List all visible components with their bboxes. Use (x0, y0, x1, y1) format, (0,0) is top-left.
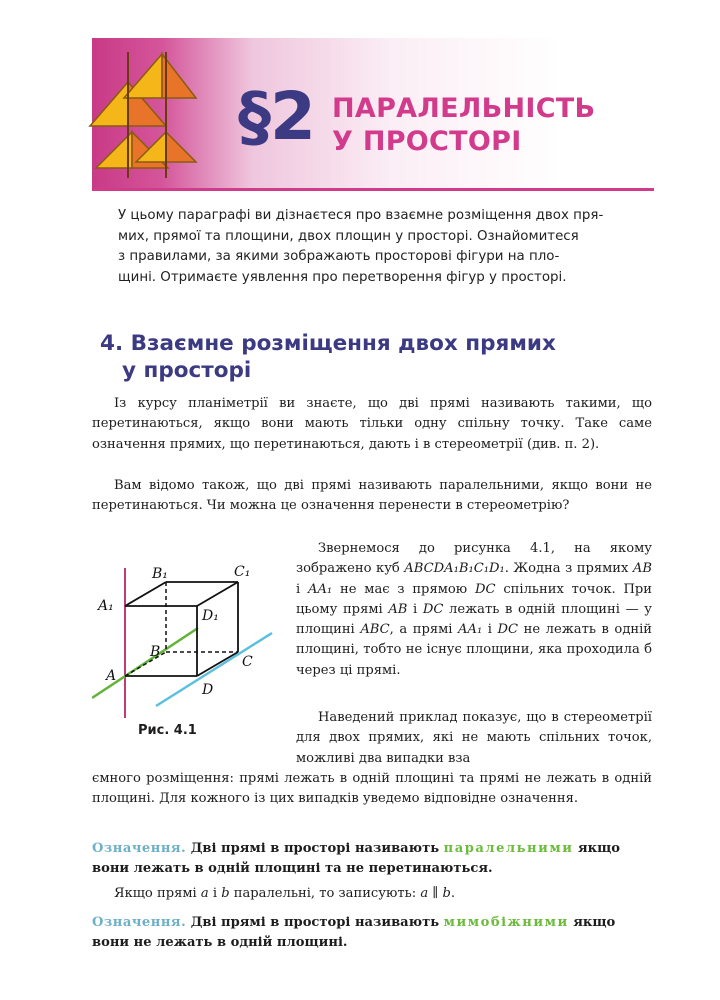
section-title-line1: ПАРАЛЕЛЬНІСТЬ (332, 93, 596, 124)
notation-line (92, 884, 652, 904)
subsection-heading (100, 330, 556, 384)
definition-text: Дві прямі в просторі називають (186, 915, 444, 930)
chapter-logo-icon (84, 44, 214, 184)
intro-line: щині. Отримаєте уявлення про перетворення фігур у просторі. (118, 269, 567, 285)
label-D: D (202, 682, 214, 698)
subsection-heading-line2: у просторі (122, 358, 252, 383)
label-D1: D₁ (202, 608, 219, 624)
paragraph-4-text: Наведений приклад показує, що в стереометрії для двох прямих, які не мають спільних точок, можливі два випадки вза (296, 710, 652, 766)
label-A: A (106, 668, 117, 684)
paragraph-4-continued (92, 769, 652, 810)
intro-line: У цьому параграфі ви дізнаєтеся про взаємне розміщення двох пря- (118, 208, 604, 223)
paragraph-2 (92, 476, 652, 517)
intro-line: з правилами, за якими зображають просторові фігури на пло- (118, 249, 560, 264)
paragraph-2-text: Вам відомо також, що дві прямі називають паралельними, якщо вони не перетинаються. Чи можна це означення перенести в стереометрію? (92, 478, 652, 514)
section-title (332, 92, 595, 158)
paragraph-4-continued-text: ємного розміщення: прямі лежать в одній площині та прямі не лежать в одній площині. Для кожного із цих випадків уведемо відповідне означення. (92, 771, 652, 807)
label-A1: A₁ (98, 598, 114, 614)
label-C1: C₁ (234, 564, 251, 580)
paragraph-3-text: Звернемося до рисунка 4.1, на якому зображено куб ABCDA₁B₁C₁D₁. Жодна з прямих AB і AA₁ не має з прямою DC спільних точок. При цьому прямі AB і DC лежать в одній площині — у площині ABC, а прямі AA₁ і DC не лежать в одній площині, тобто не існує площини, яка проходила б через ці прямі. (296, 541, 653, 678)
definition-skew (92, 913, 652, 954)
definition-label: Означення. (92, 841, 187, 856)
definition-parallel (92, 839, 652, 880)
label-B: B (150, 644, 161, 660)
paragraph-4 (296, 708, 652, 769)
definition-text: якщо вони лежать в одній площині та не перетинаються. (92, 841, 621, 877)
intro-text (118, 206, 614, 288)
notation-text: Якщо прямі a і b паралельні, то записують: a ∥ b. (114, 886, 456, 901)
paragraph-1-text: Із курсу планіметрії ви знаєте, що дві прямі називають такими, що перетинаються, якщо вони мають тільки одну спільну точку. Таке саме означення прямих, що перетинаються, дають і в стереометрії (див. п. 2). (92, 396, 652, 452)
section-title-line2: У ПРОСТОРІ (332, 126, 522, 157)
paragraph-1 (92, 394, 652, 455)
cube-figure (92, 560, 292, 720)
paragraph-3 (296, 539, 652, 681)
term-skew: мимобіжними (443, 915, 569, 930)
intro-line: мих, прямої та площини, двох площин у просторі. Ознайомитеся (118, 228, 579, 244)
label-B1: B₁ (152, 566, 168, 582)
header-rule (92, 188, 654, 191)
subsection-heading-line1: 4. Взаємне розміщення двох прямих (100, 331, 556, 356)
term-parallel: паралельними (443, 841, 574, 856)
label-C: C (242, 654, 253, 670)
figure-caption: Рис. 4.1 (138, 723, 197, 738)
definition-text: якщо вони не лежать в одній площині. (92, 915, 616, 951)
definition-label: Означення. (92, 915, 187, 930)
line-ab (92, 628, 198, 698)
section-number: §2 (238, 78, 315, 155)
definition-text: Дві прямі в просторі називають (186, 841, 444, 856)
